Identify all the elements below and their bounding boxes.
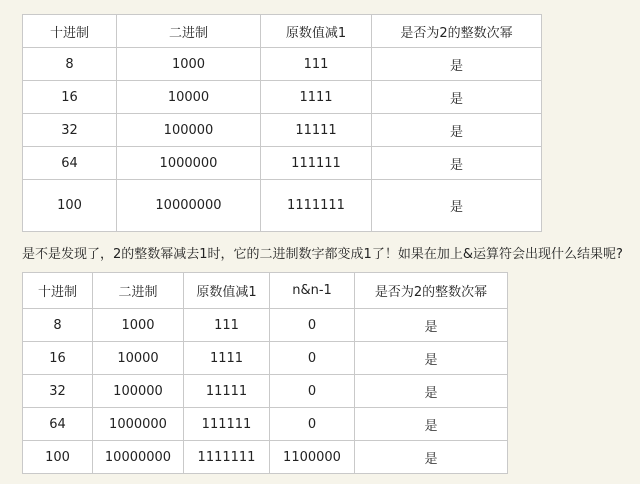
cell-minus-one: 11111: [261, 114, 372, 147]
cell-decimal: 64: [23, 408, 93, 441]
cell-n-and-n-minus-one: 0: [270, 309, 355, 342]
cell-minus-one: 111111: [261, 147, 372, 180]
cell-n-and-n-minus-one: 0: [270, 342, 355, 375]
cell-minus-one: 1111: [261, 81, 372, 114]
table-header-row: [23, 273, 508, 309]
cell-binary: 1000000: [93, 408, 184, 441]
cell-is-power-of-two: 是: [372, 180, 542, 232]
table-row: [23, 309, 508, 342]
cell-n-and-n-minus-one: 0: [270, 375, 355, 408]
cell-n-and-n-minus-one: 0: [270, 408, 355, 441]
cell-n-and-n-minus-one: 1100000: [270, 441, 355, 474]
table-row: [23, 147, 542, 180]
cell-binary: 1000: [117, 48, 261, 81]
column-header-is-power-of-two: 是否为2的整数次幂: [355, 273, 508, 309]
column-header-minus-one: 原数值减1: [261, 15, 372, 48]
table-row: [23, 441, 508, 474]
cell-binary: 10000000: [93, 441, 184, 474]
cell-decimal: 8: [23, 309, 93, 342]
cell-decimal: 32: [23, 114, 117, 147]
table-row: [23, 48, 542, 81]
cell-is-power-of-two: 是: [355, 342, 508, 375]
cell-decimal: 16: [23, 81, 117, 114]
cell-decimal: 100: [23, 441, 93, 474]
cell-binary: 10000000: [117, 180, 261, 232]
cell-decimal: 8: [23, 48, 117, 81]
table-row: [23, 81, 542, 114]
column-header-binary: 二进制: [117, 15, 261, 48]
cell-minus-one: 1111: [184, 342, 270, 375]
explanation-paragraph: 是不是发现了，2的整数幂减去1时，它的二进制数字都变成1了！如果在加上&运算符会出现什么结果呢?: [22, 247, 623, 262]
table-header-row: [23, 15, 542, 48]
column-header-decimal: 十进制: [23, 273, 93, 309]
column-header-is-power-of-two: 是否为2的整数次幂: [372, 15, 542, 48]
cell-binary: 100000: [93, 375, 184, 408]
table-row: [23, 342, 508, 375]
cell-minus-one: 1111111: [261, 180, 372, 232]
cell-minus-one: 111111: [184, 408, 270, 441]
cell-decimal: 64: [23, 147, 117, 180]
cell-binary: 1000: [93, 309, 184, 342]
table-row: [23, 114, 542, 147]
table-row: [23, 375, 508, 408]
cell-decimal: 100: [23, 180, 117, 232]
power-of-two-table: [22, 14, 542, 232]
column-header-decimal: 十进制: [23, 15, 117, 48]
cell-minus-one: 111: [184, 309, 270, 342]
table-row: [23, 180, 542, 232]
cell-is-power-of-two: 是: [355, 441, 508, 474]
cell-is-power-of-two: 是: [355, 375, 508, 408]
column-header-n-and-n-minus-one: n&n-1: [270, 273, 355, 309]
cell-minus-one: 111: [261, 48, 372, 81]
cell-binary: 1000000: [117, 147, 261, 180]
power-of-two-and-table: [22, 272, 508, 474]
cell-binary: 10000: [93, 342, 184, 375]
cell-is-power-of-two: 是: [372, 48, 542, 81]
cell-decimal: 16: [23, 342, 93, 375]
cell-binary: 10000: [117, 81, 261, 114]
cell-minus-one: 11111: [184, 375, 270, 408]
cell-is-power-of-two: 是: [372, 81, 542, 114]
cell-minus-one: 1111111: [184, 441, 270, 474]
cell-is-power-of-two: 是: [372, 147, 542, 180]
column-header-binary: 二进制: [93, 273, 184, 309]
cell-is-power-of-two: 是: [355, 408, 508, 441]
table-row: [23, 408, 508, 441]
cell-decimal: 32: [23, 375, 93, 408]
column-header-minus-one: 原数值减1: [184, 273, 270, 309]
cell-is-power-of-two: 是: [372, 114, 542, 147]
cell-binary: 100000: [117, 114, 261, 147]
cell-is-power-of-two: 是: [355, 309, 508, 342]
